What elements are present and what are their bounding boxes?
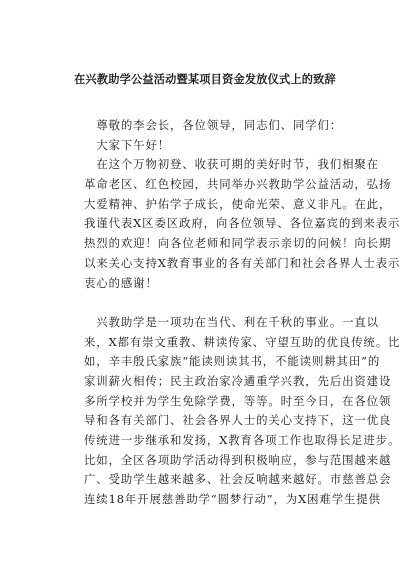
salutation-line: 尊敬的李会长，各位领导，同志们、同学们： <box>84 118 343 132</box>
paragraph-line: 广、受助学生越来越多、社会反响越来越好。市慈善总会 <box>84 472 392 487</box>
paragraph-line: 来，X都有崇文重教、耕读传家、守望互助的优良传统。比 <box>84 334 401 349</box>
document-title: 在兴教助学公益活动暨某项目资金发放仪式上的致辞 <box>74 73 336 86</box>
paragraph-line: 连续18年开展慈善助学“圆梦行动”，为X困难学生提供 <box>84 492 381 507</box>
paragraph-line: 大爱精神、护佑学子成长，使命光荣、意义非凡。在此， <box>84 196 392 211</box>
document-body <box>84 116 401 510</box>
paragraph-line: 兴教助学是一项功在当代、利在千秋的事业。一直以 <box>84 314 379 329</box>
paragraph-line: 传统进一步继承和发扬，X教育各项工作也取得长足进步。 <box>84 433 401 447</box>
paragraph-line: 比如，全区各项助学活动得到积极响应，参与范围越来越 <box>84 452 392 467</box>
paragraph-line: 以来关心支持X教育事业的各有关部门和社会各界人士表示 <box>84 255 401 270</box>
paragraph-line: 在这个万物初登、收获可期的美好时节，我们相聚在 <box>84 157 379 172</box>
greeting-line: 大家下午好！ <box>84 137 171 152</box>
paragraph-line: 多所学校并为学生免除学费，等等。时至今日，在各位领 <box>84 393 392 408</box>
paragraph-line: 导和各有关部门、社会各界人士的关心支持下，这一优良 <box>84 413 392 428</box>
paragraph-line: 我谨代表X区委区政府，向各位领导、各位嘉宾的到来表示 <box>84 216 401 231</box>
paragraph-line: 热烈的欢迎！向各位老师和同学表示亲切的问候！向长期 <box>84 236 392 251</box>
paragraph-line: 如，辛丰殷氏家族“能读则读其书，不能读则耕其田”的 <box>84 354 381 369</box>
paragraph-gap <box>84 293 360 313</box>
paragraph-line: 家训薪火相传；民主政治家冷遹重学兴教，先后出资建设 <box>84 373 392 388</box>
paragraph-line: 衷心的感谢！ <box>84 275 158 290</box>
paragraph-line: 革命老区、红色校园，共同举办兴教助学公益活动，弘扬 <box>84 177 392 192</box>
